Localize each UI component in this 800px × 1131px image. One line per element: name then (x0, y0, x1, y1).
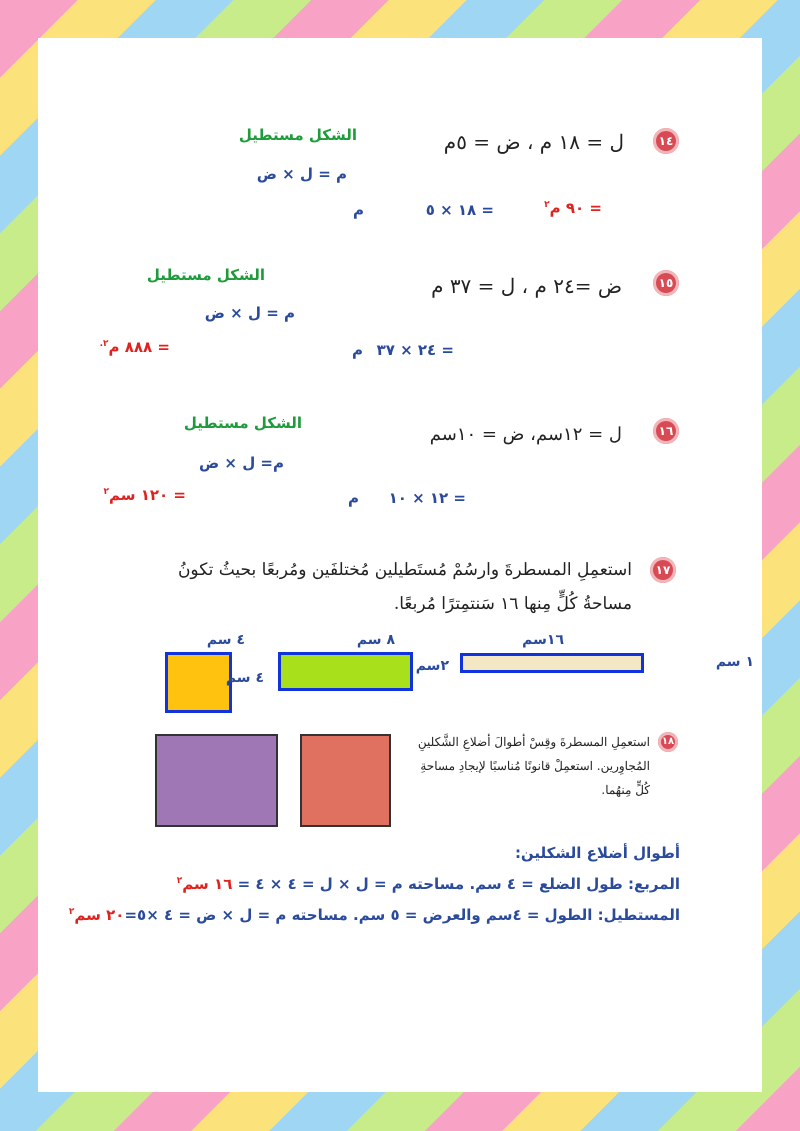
calc-prefix: م (348, 489, 359, 507)
rect2-side-label: ١ سم (715, 654, 754, 670)
instruction-line: مساحةُ كُلٍّ مِنها ١٦ سَنتمِترًا مُربعًا. (393, 594, 632, 614)
instruction-line: استعمِلِ المسطرةَ وقِسْ أطوالَ أضلاعِ الشَّكلينِ (417, 735, 650, 749)
instruction-line: كُلٍّ مِنهُما. (601, 783, 650, 797)
calc-prefix: م (352, 341, 363, 359)
problem-number-badge: ١٨ (658, 732, 678, 752)
drawn-rectangle-2 (460, 653, 644, 673)
drawn-square (165, 652, 232, 713)
area-formula: م = ل × ض (204, 304, 295, 322)
problem-question: ل = ١٢سم، ض = ١٠سم (429, 424, 622, 445)
problem-number-badge: ١٦ (653, 418, 679, 444)
calculation: = ١٢ × ١٠ (388, 489, 466, 507)
instruction-line: استعمِلِ المسطرةَ وارسُمْ مُستَطيلين مُختلفَين ومُربعًا بحيثُ تكونُ (177, 560, 632, 580)
square-side-label: ٤ سم (225, 670, 264, 686)
rectangle-answer-line: المستطيل: الطول = ٤سم والعرض = ٥ سم. مساحته م = ل × ض = ٤ ×٥=٢٠ سم$^٢$ (68, 906, 680, 924)
purple-rectangle (155, 734, 278, 827)
calc-prefix: م (353, 201, 364, 219)
area-answer: = ٩٠ م$^٢$ (544, 199, 602, 217)
square-answer-line: المربع: طول الضلع = ٤ سم. مساحته م = ل × ل = ٤ × ٤ = ١٦ سم$^٢$ (176, 875, 680, 893)
area-formula: م= ل × ض (199, 454, 284, 472)
problem-question: ل = ١٨ م ، ض = ٥م (443, 130, 624, 154)
square-top-label: ٤ سم (206, 632, 245, 648)
rect1-top-label: ٨ سم (356, 632, 395, 648)
area-answer: = ٨٨٨ م$^{٢.}$ (99, 338, 170, 356)
problem-number-badge: ١٧ (650, 557, 676, 583)
area-answer: = ١٢٠ سم$^٢$ (103, 486, 186, 504)
calculation: = ٢٤ × ٣٧ (376, 341, 454, 359)
shape-type-label: الشكل مستطيل (183, 414, 302, 432)
instruction-line: المُجاوِرين. استعمِلْ قانونًا مُناسبًا لإيجادِ مساحةِ (420, 759, 650, 773)
problem-number-badge: ١٥ (653, 270, 679, 296)
rect1-side-label: ٢سم (415, 658, 449, 674)
shape-type-label: الشكل مستطيل (238, 126, 357, 144)
worksheet-page (38, 38, 762, 1092)
answer-heading: أطوال أضلاع الشكلين: (514, 844, 680, 862)
shape-type-label: الشكل مستطيل (146, 266, 265, 284)
calculation: = ١٨ × ٥ (425, 201, 494, 219)
red-square (300, 734, 391, 827)
drawn-rectangle-1 (278, 652, 413, 691)
problem-question: ض =٢٤ م ، ل = ٣٧ م (431, 274, 622, 298)
problem-number-badge: ١٤ (653, 128, 679, 154)
rect2-top-label: ١٦سم (522, 632, 564, 648)
area-formula: م = ل × ض (256, 165, 347, 183)
